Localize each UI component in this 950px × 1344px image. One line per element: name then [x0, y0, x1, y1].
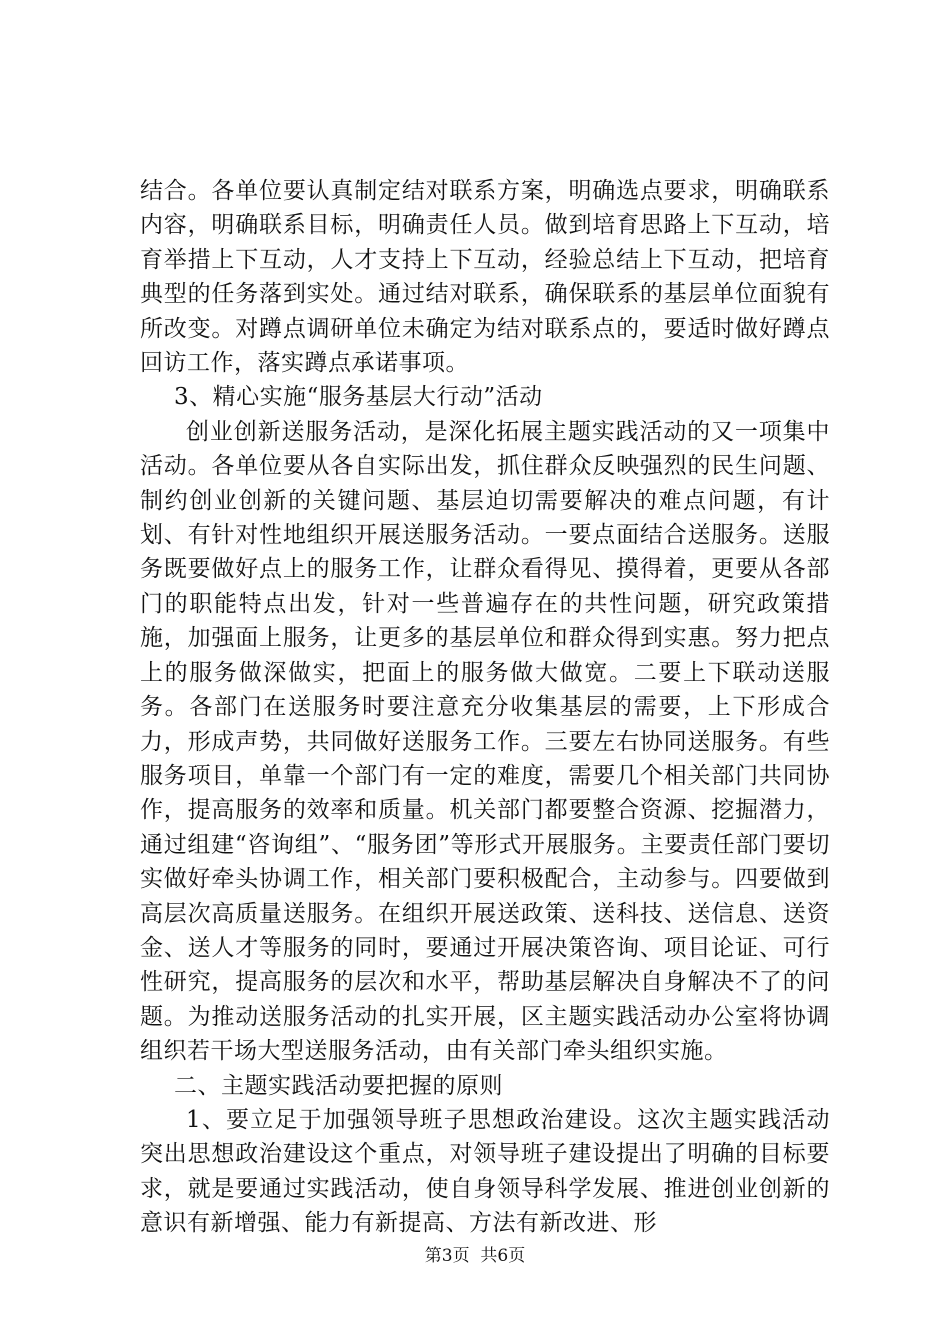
paragraph-service-activity: 创业创新送服务活动，是深化拓展主题实践活动的又一项集中活动。各单位要从各自实际出发，抓住群众反映强烈的民生问题、制约创业创新的关键问题、基层迫切需要解决的难点问题，有计划、有针对性地组织开展送服务活动。一要点面结合送服务。送服务既要做好点上的服务工作，让群众看得见、摸得着，更要从各部门的职能特点出发，针对一些普遍存在的共性问题，研究政策措施，加强面上服务，让更多的基层单位和群众得到实惠。努力把点上的服务做深做实，把面上的服务做大做宽。二要上下联动送服务。各部门在送服务时要注意充分收集基层的需要，上下形成合力，形成声势，共同做好送服务工作。三要左右协同送服务。有些服务项目，单靠一个部门有一定的难度，需要几个相关部门共同协作，提高服务的效率和质量。机关部门都要整合资源、挖掘潜力，通过组建“咨询组”、“服务团”等形式开展服务。主要责任部门要切实做好牵头协调工作，相关部门要积极配合，主动参与。四要做到高层次高质量送服务。在组织开展送政策、送科技、送信息、送资金、送人才等服务的同时，要通过开展决策咨询、项目论证、可行性研究，提高服务的层次和水平，帮助基层解决自身解决不了的问题。为推动送服务活动的扎实开展，区主题实践活动办公室将协调组织若干场大型送服务活动，由有关部门牵头组织实施。 [140, 418, 830, 1065]
section-heading-3: 3、精心实施“服务基层大行动”活动 [174, 384, 543, 411]
section-heading-principles: 二、主题实践活动要把握的原则 [174, 1072, 503, 1099]
document-body [140, 174, 830, 1241]
page-footer [0, 1241, 950, 1266]
page-number-label: 第3页 共6页 [424, 1246, 526, 1266]
paragraph-continuation: 结合。各单位要认真制定结对联系方案，明确选点要求，明确联系内容，明确联系目标，明确责任人员。做到培育思路上下互动，培育举措上下互动，人才支持上下互动，经验总结上下互动，把培育典型的任务落到实处。通过结对联系，确保联系的基层单位面貌有所改变。对蹲点调研单位未确定为结对联系点的，要适时做好蹲点回访工作，落实蹲点承诺事项。 [140, 178, 830, 377]
paragraph-principle-1: 1、要立足于加强领导班子思想政治建设。这次主题实践活动突出思想政治建设这个重点，对领导班子建设提出了明确的目标要求，就是要通过实践活动，使自身领导科学发展、推进创业创新的意识有新增强、能力有新提高、方法有新改进、形 [140, 1106, 830, 1237]
